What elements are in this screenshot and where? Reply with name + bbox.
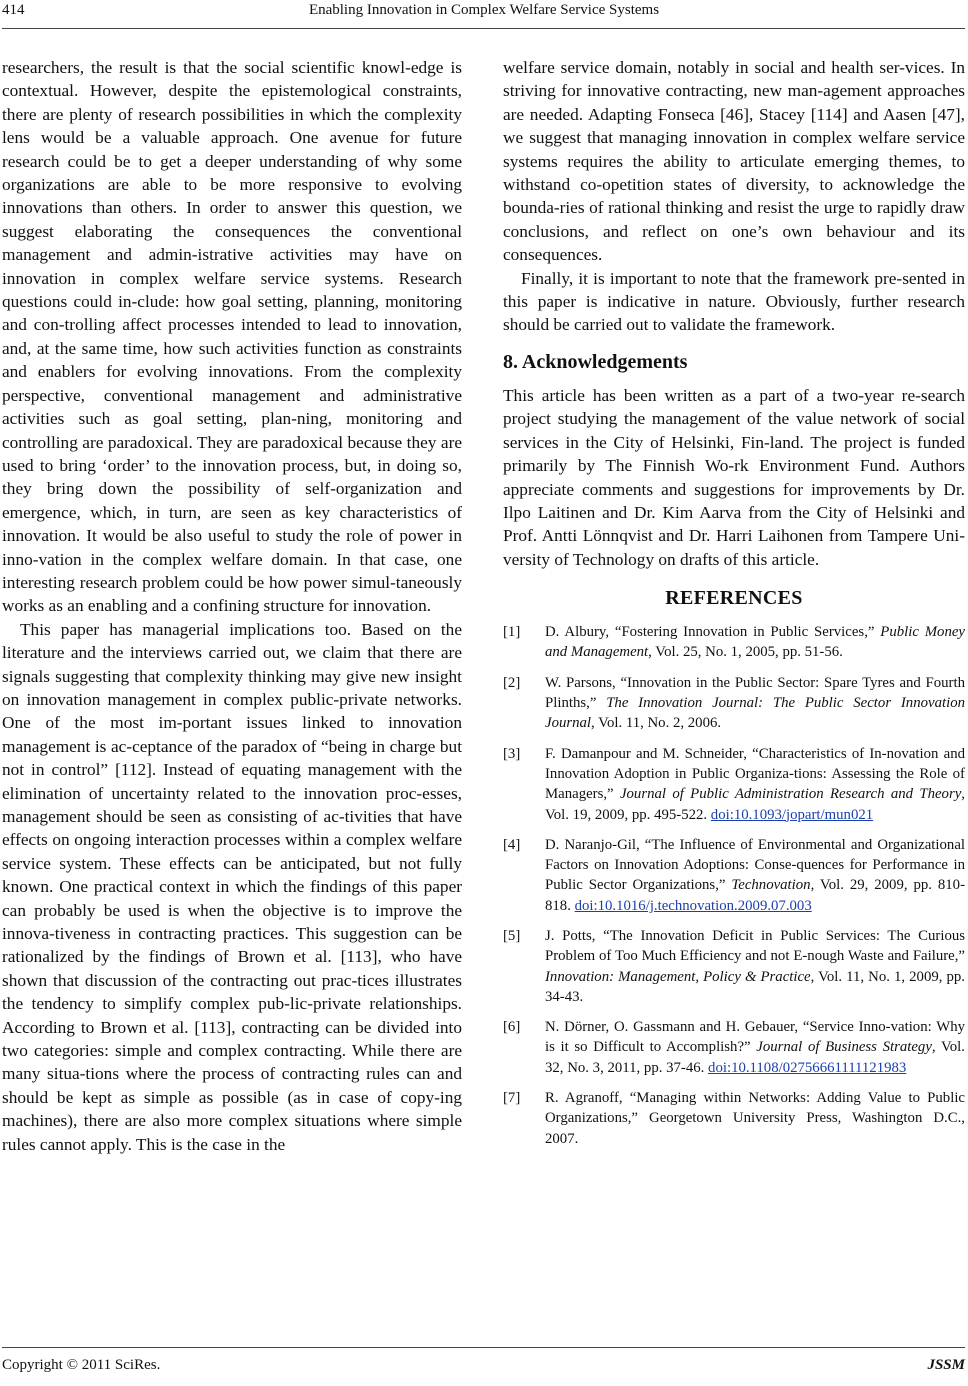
reference-number: [3]	[503, 745, 521, 762]
right-paragraph-2: Finally, it is important to note that the framework pre-sented in this paper is indicative in nature. Obviously, further research should be carried out to validate the framework.	[503, 268, 965, 335]
reference-number: [2]	[503, 674, 521, 691]
reference-details: , Vol. 25, No. 1, 2005, pp. 51-56.	[648, 644, 843, 661]
running-title: Enabling Innovation in Complex Welfare Service Systems	[308, 2, 660, 18]
reference-item	[503, 744, 965, 825]
acknowledgements-heading: 8. Acknowledgements	[503, 350, 688, 373]
reference-source: Technovation	[731, 877, 811, 894]
reference-number: [4]	[503, 836, 521, 853]
reference-text: D. Naranjo-Gil, “The Influence of Environmental and Organizational Factors on Innovation Adoptions: Conse-quences for Performance in Public Sector Organizations,”	[545, 836, 965, 894]
reference-details: , Vol. 11, No. 2, 2006.	[591, 715, 722, 732]
doi-link[interactable]: doi:10.1016/j.technovation.2009.07.003	[574, 897, 812, 914]
reference-text: W. Parsons, “Innovation in the Public Sector: Spare Tyres and Fourth Plinths,”	[545, 674, 965, 712]
right-paragraph-1: welfare service domain, notably in social and health ser-vices. In striving for innovative contracting, new man-agement approaches are needed. Adapting Fonseca [46], Stacey [114] and Aasen [47], we suggest that managing innovation in complex welfare service systems requires the ability to articulate emerging themes, to withstand co-opetition states of diversity, to acknowledge the bounda-ries of rational thinking and resist the urge to rapidly draw conclusions, and reflect on one’s own behaviour and its consequences.	[503, 58, 965, 265]
references-heading: REFERENCES	[665, 587, 803, 610]
reference-details: , Vol. 11, No. 1, 2009, pp. 34-43.	[545, 968, 965, 1005]
reference-details: , Vol. 29, 2009, pp. 810-818.	[545, 877, 966, 914]
right-column	[503, 56, 965, 1159]
reference-item	[503, 1017, 965, 1078]
reference-text: R. Agranoff, “Managing within Networks: Adding Value to Public Organizations,” Georgetown University Press, Washington D.C., 2007.	[545, 1090, 965, 1147]
left-paragraph-1: researchers, the result is that the social scientific knowl-edge is contextual. However, despite the epistemological constraints, there are plenty of research possibilities in which the complexity lens would be a valuable approach. One avenue for future research could be to get a deeper understanding of why some organizations are able to be more responsive to evolving innovations than others. In order to answer this question, we suggest elaborating the consequences the conventional management and admin-istrative activities may have on innovation in complex welfare service systems. Research questions could in-clude: how goal setting, planning, monitoring and con-trolling affect processes intended to lead to innovation, and, at the same time, how such activities function as constraints and enablers for evolving innovations. From the complexity perspective, conventional management and administrative activities such as goal setting, plan-ning, monitoring and controlling are paradoxical. They are paradoxical because they are used to bring ‘order’ to the innovation process, but, in doing so, they bring down the possibility of self-organization and emergence, which, in turn, are seen as key characteristics of innovation. It would be also useful to study the role of power in inno-vation in the complex welfare domain. In that case, one interesting research problem could be how power simul-taneously works as an enabling and a confining structure for innovation.	[2, 58, 462, 616]
doi-link[interactable]: doi:10.1093/jopart/mun021	[710, 806, 874, 823]
reference-text: D. Albury, “Fostering Innovation in Public Services,”	[545, 624, 881, 641]
running-header	[0, 2, 968, 26]
reference-item	[503, 1088, 965, 1149]
header-rule	[2, 28, 965, 29]
reference-item	[503, 673, 965, 734]
left-paragraph-2: This paper has managerial implications too. Based on the literature and the interviews carried out, we claim that there are signals suggesting that complexity thinking may give new insight on innovation management in complex public-private networks. One of the most im-portant issues linked to innovation management is ac-ceptance of the paradox of “being in charge but not in control” [112]. Instead of equating management with the elimination of uncertainty related to the innovation proc-esses, management should be seen as consisting of ac-tivities that have effects on ongoing interaction processes within a complex welfare service system. These effects can be anticipated, but not fully known. One practical context in which the findings of this paper can probably be used is when the objective is to improve the innova-tiveness in contracting practices. This suggestion can be rationalized by the findings of Brown et al. [113], who have shown that discussion of the contracting out prac-tices illustrates the tendency to simplify complex pub-lic-private relationships. According to Brown et al. [113], contracting can be divided into two categories: simple and complex contracting. While there are many situa-tions where the process of contracting rules can and should be kept as simple as possible (as in case of copy-ing machines), there are also more complex situations where simple rules cannot apply. This is the case in the	[2, 619, 462, 1154]
reference-item	[503, 926, 965, 1007]
reference-item	[503, 835, 965, 916]
reference-source: Journal of Business Strategy	[756, 1039, 932, 1056]
reference-source: Journal of Public Administration Research and Theory	[619, 786, 962, 803]
reference-text: N. Dörner, O. Gassmann and H. Gebauer, “Service Inno-vation: Why is it so Difficult to Accomplish?”	[545, 1019, 965, 1056]
copyright-notice: Copyright © 2011 SciRes.	[2, 1357, 161, 1373]
doi-link[interactable]: doi:10.1108/02756661111121983	[708, 1059, 907, 1076]
reference-list	[503, 622, 965, 1149]
reference-text: J. Potts, “The Innovation Deficit in Public Services: The Curious Problem of Too Much Efficiency and not E-nough Waste and Failure,”	[545, 927, 965, 965]
reference-item	[503, 622, 965, 663]
acknowledgements-text: This article has been written as a part of a two-year re-search project studying the management of the value network of social services in the City of Helsinki, Fin-land. The project is funded primarily by The Finnish Wo-rk Environment Fund. Authors appreciate comments and suggestions for improvements by Dr. Ilpo Laitinen and Dr. Kim Aarva from the City of Helsinki and Prof. Antti Lönnqvist and Dr. Harri Laihonen from Tampere Uni-versity of Technology on drafts of this article.	[503, 385, 965, 569]
reference-number: [6]	[503, 1019, 521, 1036]
reference-text: F. Damanpour and M. Schneider, “Characteristics of In-novation and Innovation Adoption in Public Organiza-tions: Assessing the Role of Managers,”	[545, 745, 965, 803]
reference-number: [5]	[503, 927, 521, 944]
reference-source: Public Money and Management	[545, 624, 965, 661]
reference-number: [1]	[503, 624, 521, 641]
journal-abbreviation: JSSM	[927, 1357, 965, 1373]
reference-number: [7]	[503, 1090, 521, 1107]
page-number: 414	[2, 2, 25, 18]
footer-rule	[2, 1347, 965, 1348]
reference-source: Innovation: Management, Policy & Practice	[545, 968, 811, 985]
reference-details: , Vol. 32, No. 3, 2011, pp. 37-46.	[545, 1039, 965, 1076]
reference-details: , Vol. 19, 2009, pp. 495-522.	[545, 786, 965, 823]
reference-source: The Innovation Journal: The Public Sector Innovation Journal	[545, 695, 965, 732]
left-column	[2, 56, 462, 1156]
